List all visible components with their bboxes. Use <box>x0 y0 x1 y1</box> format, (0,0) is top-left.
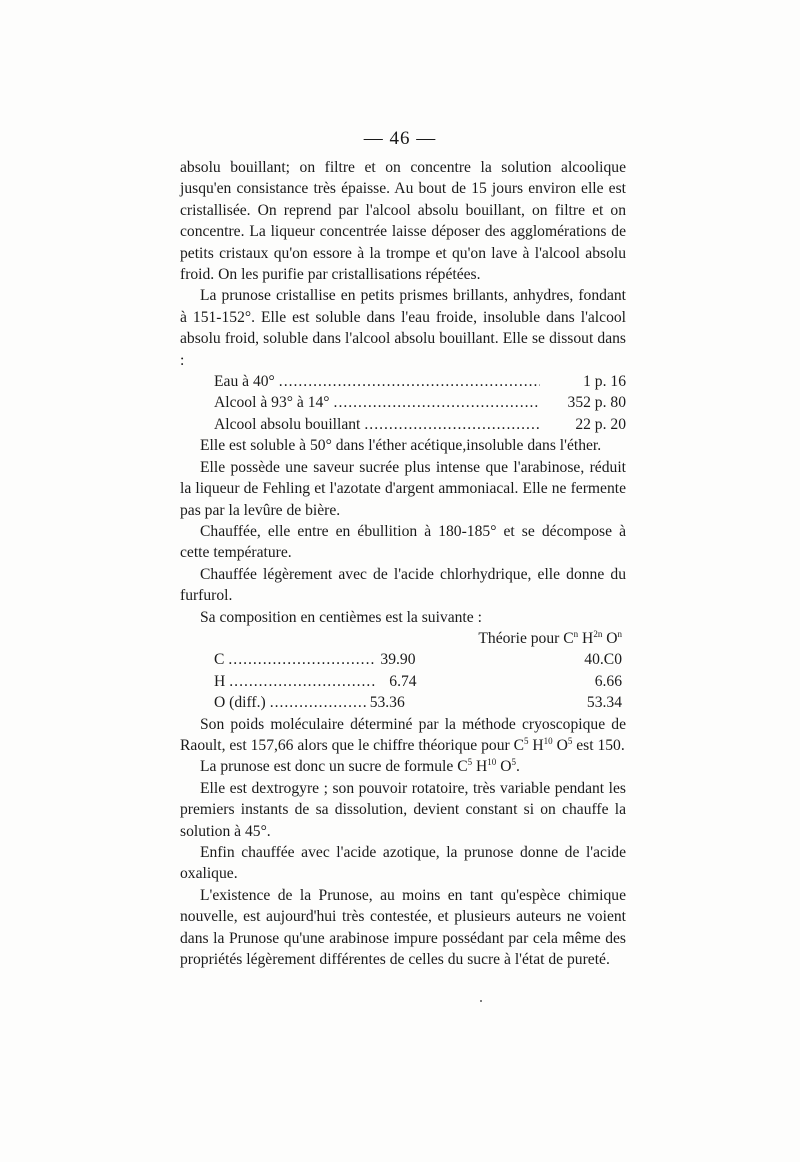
paragraph-7: Sa composition en centièmes est la suivante : <box>200 608 482 626</box>
solubility-row <box>214 371 626 392</box>
dot-leader <box>229 671 375 692</box>
dot-leader <box>228 649 376 670</box>
paragraph-1: absolu bouillant; on filtre et on concentre la solution alcoolique jusqu'en consistance très épaisse. Au bout de 15 jours environ elle est cristallisée. On reprend par l'alcool absolu bouillant, on filtre et on concentre. La liqueur concentrée laisse déposer des agglomérations de petits cristaux qu'on essore à la trompe et qu'on lave à l'alcool absolu froid. On les purifie par cristallisations répétées. <box>180 159 626 284</box>
composition-header: Théorie pour $C^n$ $H^{2n}$ $O^n$ <box>478 628 622 647</box>
solubility-row <box>214 414 626 435</box>
element-label: H <box>214 672 226 690</box>
paragraph-12: L'existence de la Prunose, au moins en tant qu'espèce chimique nouvelle, est aujourd'hui très contestée, et plusieurs auteurs ne voient dans la Prunose qu'une arabinose impure possédant par cela même des propriétés légèrement différentes de celles du sucre à l'état de pureté. <box>180 886 626 969</box>
paragraph-5: Chauffée, elle entre en ébullition à 180-185° et se décompose à cette température. <box>180 522 626 562</box>
solubility-value: 22 p. 20 <box>575 415 626 433</box>
ink-speck <box>480 1000 482 1002</box>
dot-leader <box>364 414 540 435</box>
paragraph-6: Chauffée légèrement avec de l'acide chlorhydrique, elle donne du furfurol. <box>180 565 626 605</box>
theory-value: 6.66 <box>594 672 622 690</box>
dot-leader <box>334 392 540 413</box>
solubility-value: 1 p. 16 <box>583 373 626 391</box>
found-value: 39.90 <box>380 651 416 669</box>
composition-table <box>180 649 626 713</box>
dot-leader <box>270 692 366 713</box>
paragraph-3: Elle est soluble à 50° dans l'éther acétique,insoluble dans l'éther. <box>200 437 602 455</box>
paragraph-9: La prunose est donc un sucre de formule $C^5$ $H^{10}$ $O^5$. <box>200 757 520 776</box>
theory-value: 53.34 <box>586 694 622 712</box>
solubility-table <box>180 371 626 435</box>
element-label: C <box>214 651 225 669</box>
solubility-value: 352 p. 80 <box>567 394 626 412</box>
paragraph-10: Elle est dextrogyre ; son pouvoir rotatoire, très variable pendant les premiers instants de sa dissolution, devient constant si on chauffe la solution à 45°. <box>180 779 626 840</box>
solubility-label: Alcool absolu bouillant <box>214 415 361 433</box>
paragraph-11: Enfin chauffée avec l'acide azotique, la prunose donne de l'acide oxalique. <box>180 844 626 883</box>
found-value: 53.36 <box>369 694 405 712</box>
dot-leader <box>279 371 540 392</box>
composition-row <box>180 649 626 670</box>
page-number: — 46 — <box>363 128 437 149</box>
found-value: 6.74 <box>389 672 417 690</box>
element-label: O (diff.) <box>214 694 266 712</box>
theory-value: 40.C0 <box>584 651 622 669</box>
solubility-label: Eau à 40° <box>214 373 275 391</box>
composition-row <box>180 692 626 713</box>
solubility-label: Alcool à 93° à 14° <box>214 394 330 412</box>
paragraph-2: La prunose cristallise en petits prismes brillants, anhydres, fondant à 151-152°. Elle est soluble dans l'eau froide, insoluble dans l'alcool absolu froid, soluble dans l'alcool absolu bouillant. Elle se dissout dans : <box>180 287 626 369</box>
solubility-row <box>214 392 626 413</box>
paragraph-8: Son poids moléculaire déterminé par la méthode cryoscopique de Raoult, est 157,66 alors que le chiffre théorique pour $C^5$ $H^{10}$ $O^5$ est 150. <box>180 715 626 754</box>
composition-row <box>180 671 626 692</box>
paragraph-4: Elle possède une saveur sucrée plus intense que l'arabinose, réduit la liqueur de Fehling et l'azotate d'argent ammoniacal. Elle ne fermente pas par la levûre de bière. <box>180 458 626 519</box>
body-text <box>180 157 626 970</box>
